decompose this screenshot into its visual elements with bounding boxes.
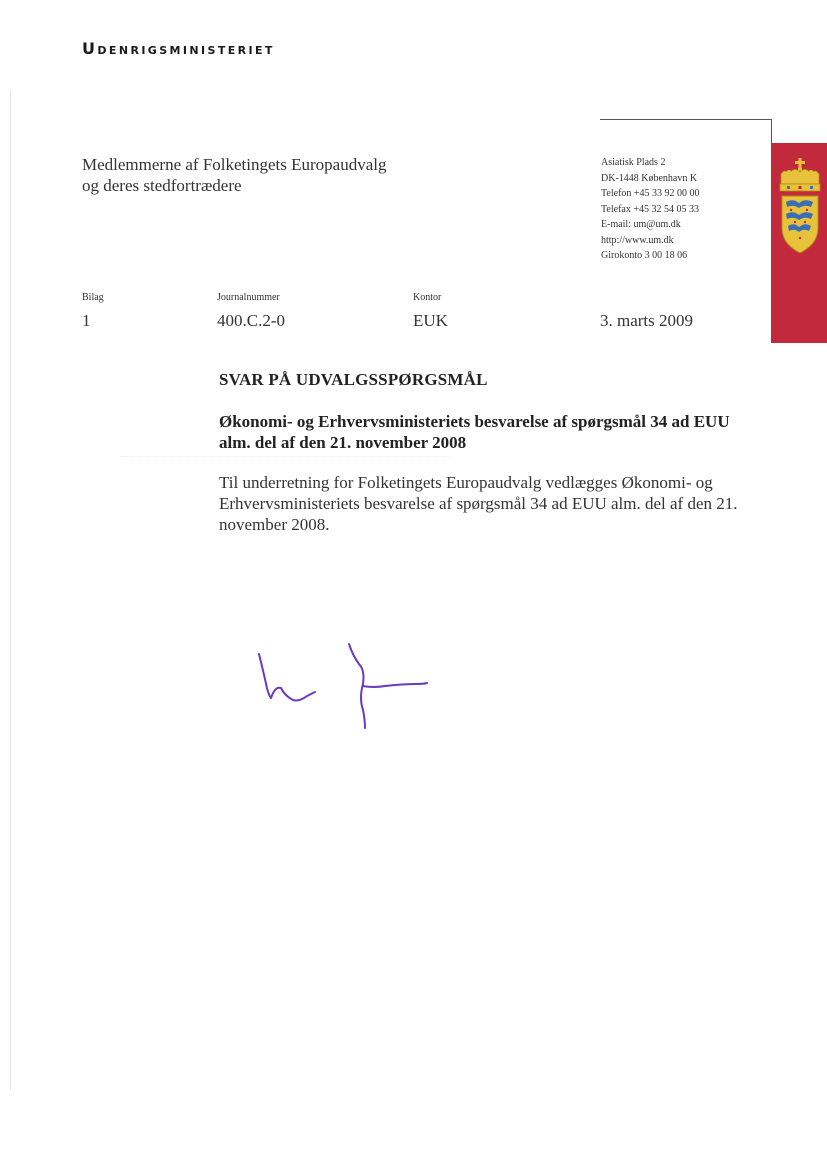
contact-fax: Telefax +45 32 54 05 33 — [601, 203, 699, 215]
bilag-value: 1 — [82, 311, 91, 330]
recipient-block — [82, 154, 387, 196]
ministry-letterhead: Udenrigsministeriet — [82, 39, 275, 58]
handwritten-signature — [255, 640, 435, 735]
journal-label: Journalnummer — [217, 292, 280, 303]
contact-divider-vertical — [771, 119, 772, 143]
kontor-label: Kontor — [413, 292, 442, 303]
recipient-line-1: Medlemmerne af Folketingets Europaudvalg — [82, 155, 387, 174]
letter-date: 3. marts 2009 — [600, 311, 694, 330]
journal-value: 400.C.2-0 — [217, 311, 285, 330]
contact-address: Asiatisk Plads 2 — [601, 157, 666, 168]
contact-block — [601, 155, 700, 264]
letter-subject: Økonomi- og Erhvervsministeriets besvarelse af spørgsmål 34 ad EUU alm. del af den 21. november 2008 — [219, 412, 730, 452]
contact-divider — [600, 119, 772, 120]
letter-heading: SVAR PÅ UDVALGSSPØRGSMÅL — [219, 370, 488, 389]
contact-web: http://www.um.dk — [601, 234, 674, 246]
letter-body: Til underretning for Folketingets Europaudvalg vedlægges Økonomi- og Erhvervsministeriets besvarelse af spørgsmål 34 ad EUU alm. del af den 21. november 2008. — [219, 473, 738, 534]
bilag-label: Bilag — [82, 292, 104, 303]
scan-artifact — [120, 456, 450, 458]
contact-phone: Telefon +45 33 92 00 00 — [601, 188, 700, 199]
contact-postal: DK-1448 København K — [601, 172, 698, 184]
page-edge-line — [10, 90, 11, 1090]
kontor-value: EUK — [413, 311, 448, 330]
coat-of-arms-icon — [777, 158, 823, 258]
contact-giro: Girokonto 3 00 18 06 — [601, 250, 688, 261]
contact-email: E-mail: um@um.dk — [601, 219, 681, 230]
recipient-line-2: og deres stedfortrædere — [82, 176, 242, 195]
